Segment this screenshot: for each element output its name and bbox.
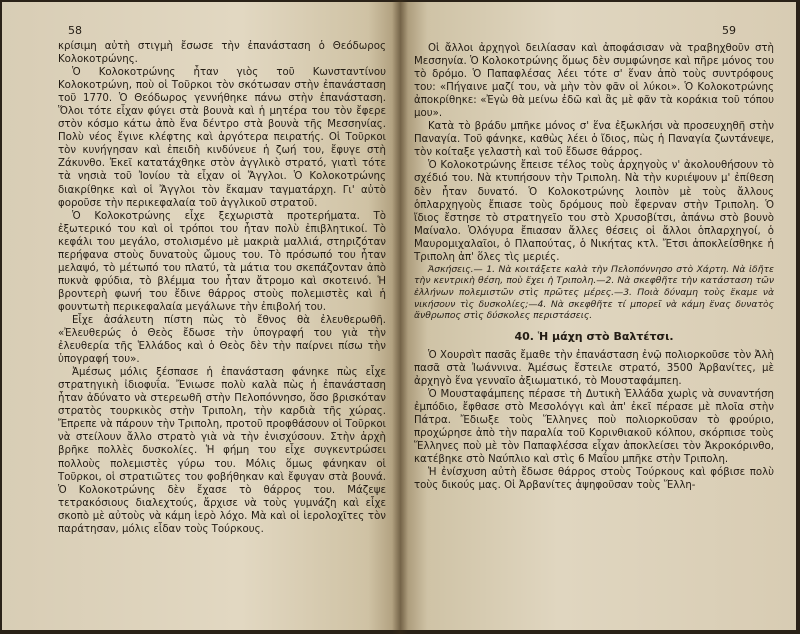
right-page-text [414, 42, 774, 492]
paragraph: Ὁ Κολοκοτρώνης εἶχε ξεχωριστὰ προτερήματα. Τὸ ἐξωτερικό του καὶ οἱ τρόποι του ἦταν πολὺ ἐπιβλητικοί. Τὸ κεφάλι του μεγάλο, στολισμένο μὲ μακριὰ μαλλιά, στηριζόταν περήφανα στοὺς δυνατοὺς ὤμους του. Τὸ πρόσωπό του ἦταν μελαψό, τὸ μέτωπό του πλατύ, τὰ μάτια του σκεπάζονταν ἀπὸ πυκνὰ φρύδια, τὸ βλέμμα του ἦταν ἄτρομο καὶ σκοτεινό. Ἡ βροντερὴ φωνή του ἔδινε θάρρος στοὺς πολεμιστὲς καὶ ἡ φουντωτὴ περικεφαλαία μεγάλωνε τὴν ἐπιβολή του. [58, 210, 386, 313]
paragraph: Ὁ Μουσταφάμπεης πέρασε τὴ Δυτικὴ Ἑλλάδα χωρὶς νὰ συναντήση ἐμπόδιο, ἔφθασε στὸ Μεσολόγγι καὶ ἀπ' ἐκεῖ πέρασε μὲ πλοῖα στὴν Πάτρα. Ἔδιωξε τοὺς Ἕλληνες ποὺ πολιορκοῦσαν τὸ φρούριο, προχώρησε ἀπὸ τὴν παραλία τοῦ Κορινθιακοῦ κόλπου, σκόρπισε τοὺς Ἕλληνες ποὺ μὲ τὸν Παπαφλέσσα εἶχαν ἀποκλείσει τὸν Ἀκροκόρινθο, κατέβηκε στὸ Ναύπλιο καὶ στὶς 6 Μαΐου μπῆκε στὴν Τριπολη. [414, 388, 774, 466]
paragraph: Κατὰ τὸ βράδυ μπῆκε μόνος σ' ἕνα ἐξωκλήσι νὰ προσευχηθῆ στὴν Παναγία. Τοῦ φάνηκε, καθὼς λέει ὁ ἴδιος, πὼς ἡ Παναγία ζωντάνεψε, τὸν κοίταξε γελαστὴ καὶ τοῦ ἔδωσε θάρρος. [414, 121, 774, 159]
page-number-left: 58 [68, 24, 82, 37]
page-number-right: 59 [722, 24, 736, 37]
paragraph: Εἶχε ἀσάλευτη πίστη πὼς τὸ ἔθνος θὰ ἐλευθερωθῆ. «Ἐλευθερώς ὁ Θεὸς ἔδωσε τὴν ὑπογραφή του γιὰ τὴν ἐλευθερία τῆς Ἑλλάδος καὶ ὁ Θεὸς δὲν τὴν παίρνει πίσω τὴν ὑπογραφή του». [58, 314, 386, 366]
paragraph: Ἡ ἐνίσχυση αὐτὴ ἔδωσε θάρρος στοὺς Τούρκους καὶ φόβισε πολὺ τοὺς δικούς μας. Οἱ Ἀρβανίτες ἀψηφοῦσαν τοὺς Ἕλλη- [414, 467, 774, 492]
paragraph: Ὁ Χουρσὶτ πασᾶς ἔμαθε τὴν ἐπανάσταση ἐνῷ πολιορκοῦσε τὸν Ἀλὴ πασᾶ στὰ Ἰωάννινα. Ἀμέσως ἔστειλε στρατό, 3500 Ἀρβανίτες, μὲ ἀρχηγὸ ἕνα γενναῖο ἀξιωματικό, τὸ Μουσταφάμπεη. [414, 349, 774, 387]
paragraph: Οἱ ἄλλοι ἀρχηγοὶ δειλίασαν καὶ ἀποφάσισαν νὰ τραβηχθοῦν στὴ Μεσσηνία. Ὁ Κολοκοτρώνης ὅμως δὲν συμφώνησε καὶ πῆρε μόνος του τὸ δρόμο. Ὁ Παπαφλέσας λέει τότε σ' ἕναν ἀπὸ τοὺς συντρόφους του: «Πήγαινε μαζί του, νὰ μὴν τὸν φᾶν οἱ λύκοι». Ὁ Κολοκοτρώνης ἀποκρίθηκε: «Ἐγὼ θὰ μείνω ἐδῶ καὶ ἂς μὲ φᾶν τὰ κοράκια τοῦ τόπου μου». [414, 43, 774, 120]
right-page [400, 2, 796, 630]
paragraph: Ὁ Κολοκοτρώνης ἦταν γιὸς τοῦ Κωνσταντίνου Κολοκοτρώνη, ποὺ οἱ Τοῦρκοι τὸν σκότωσαν στὴν ἐπανάσταση τοῦ 1770. Ὁ Θεόδωρος γεννήθηκε πάνω στὴν ἐπανάσταση. Ὅλοι τότε εἶχαν φύγει στὰ βουνὰ καὶ ἡ μητέρα του τὸν ἔφερε στὸν κόσμο κάτω ἀπὸ ἕνα δέντρο στὰ βουνὰ τῆς Μεσσηνίας. Πολὺ νέος ἔγινε κλέφτης καὶ ἀργότερα πειρατής. Οἱ Τοῦρκοι τὸν κυνήγησαν καὶ ἐπειδὴ κινδύνευε ἡ ζωή του, ἔφυγε στὴ Ζάκυνθο. Ἐκεῖ κατατάχθηκε στὸν ἀγγλικὸ στρατό, γιατὶ τότε τὰ νησιὰ τοῦ Ἰονίου τὰ εἶχαν οἱ Ἄγγλοι. Ὁ Κολοκοτρώνης διακρίθηκε καὶ οἱ Ἄγγλοι τὸν ἔκαμαν ταγματάρχη. Γι' αὐτὸ φοροῦσε τὴν περικεφαλαία τοῦ ἀγγλικοῦ στρατοῦ. [58, 67, 386, 209]
left-page [2, 2, 400, 630]
left-page-text [58, 40, 386, 536]
section-heading: 40. Ἡ μάχη στὸ Βαλτέτσι. [514, 329, 674, 343]
paragraph: Ὁ Κολοκοτρώνης ἔπεισε τέλος τοὺς ἀρχηγοὺς ν' ἀκολουθήσουν τὸ σχέδιό του. Νὰ κτυπήσουν τὴν Τριπολη. Νὰ τὴν κυριέψουν μ' ἐπίθεση δὲν ἦταν δυνατό. Ὁ Κολοκοτρώνης λοιπὸν μὲ τοὺς ἄλλους ὁπλαρχηγοὺς ἔπιασε τοὺς δρόμους ποὺ ἔφερναν στὴν Τριπολη. Ὁ ἴδιος ἔστησε τὸ στρατηγεῖο του στὸ Χρυσοβίτσι, ἀπάνω στὸ βουνὸ Μαίναλο. Ὁλόγυρα ἔπιασαν ἄλλες θέσεις οἱ ἄλλοι ὁπλαρχηγοί, ὁ Μαυρομιχαλαῖοι, ὁ Πλαπούτας, ὁ Νικήτας κτλ. Ἔτσι ἀποκλείσθηκε ἡ Τριπολη ἀπ' ὅλες τὶς μεριές. [414, 160, 774, 263]
exercises: Ἀσκήσεις.— 1. Νὰ κοιτάξετε καλὰ τὴν Πελοπόννησο στὸ Χάρτη. Νὰ ἰδῆτε τὴν κεντρικὴ θέση, ποὺ ἔχει ἡ Τριπολη.—2. Νὰ σκεφθῆτε τὴν κατάσταση τῶν ἑλλήνων πολεμιστῶν στὶς πρῶτες μέρες.—3. Ποιὰ δύναμη τοὺς ἔκαμε νὰ νικήσουν τὶς δυσκολίες;—4. Νὰ σκεφθῆτε τί μπορεῖ νὰ κάμη ἕνας δυνατὸς ἄνθρωπος στὶς δύσκολες περιστάσεις. [414, 263, 774, 322]
paragraph: κρίσιμη αὐτὴ στιγμὴ ἔσωσε τὴν ἐπανάσταση ὁ Θεόδωρος Κολοκοτρώνης. [58, 41, 386, 66]
paragraph: Ἀμέσως μόλις ξέσπασε ἡ ἐπανάσταση φάνηκε πὼς εἶχε στρατηγικὴ ἰδιοφυΐα. Ἔνιωσε πολὺ καλὰ πὼς ἡ ἐπανάσταση ἦταν ἀδύνατο νὰ στερεωθῆ στὴν Πελοπόννησο, ὅσο βρισκόταν στρατὸς τουρκικὸς στὴν Τριπολη, τὴν καρδιὰ τῆς χώρας. Ἔπρεπε νὰ πάρουν τὴν Τριπολη, προτοῦ προφθάσουν οἱ Τοῦρκοι νὰ στείλουν ἄλλο στρατὸ γιὰ νὰ τὴν ἐνισχύσουν. Στὴν ἀρχὴ βρῆκε πολλὲς δυσκολίες. Ἡ φήμη του εἶχε συγκεντρώσει πολλοὺς πολεμιστὲς γύρω του. Μόλις ὅμως φάνηκαν οἱ Τοῦρκοι, οἱ στρατιῶτες του φοβήθηκαν καὶ ἔφυγαν στὰ βουνά. Ὁ Κολοκοτρώνης δὲν ἔχασε τὸ θάρρος του. Μάζεψε τετρακόσιους διαλεχτούς, ἄρχισε νὰ τοὺς γυμνάζη καὶ εἶχε σκοπὸ μὲ αὐτοὺς νὰ κάμη ἱερὸ λόχο. Μὰ καὶ οἱ ἱερολοχῖτες τὸν παράτησαν, μόλις εἶδαν τοὺς Τούρκους. [58, 367, 386, 535]
book-spine-shadow [392, 0, 408, 634]
